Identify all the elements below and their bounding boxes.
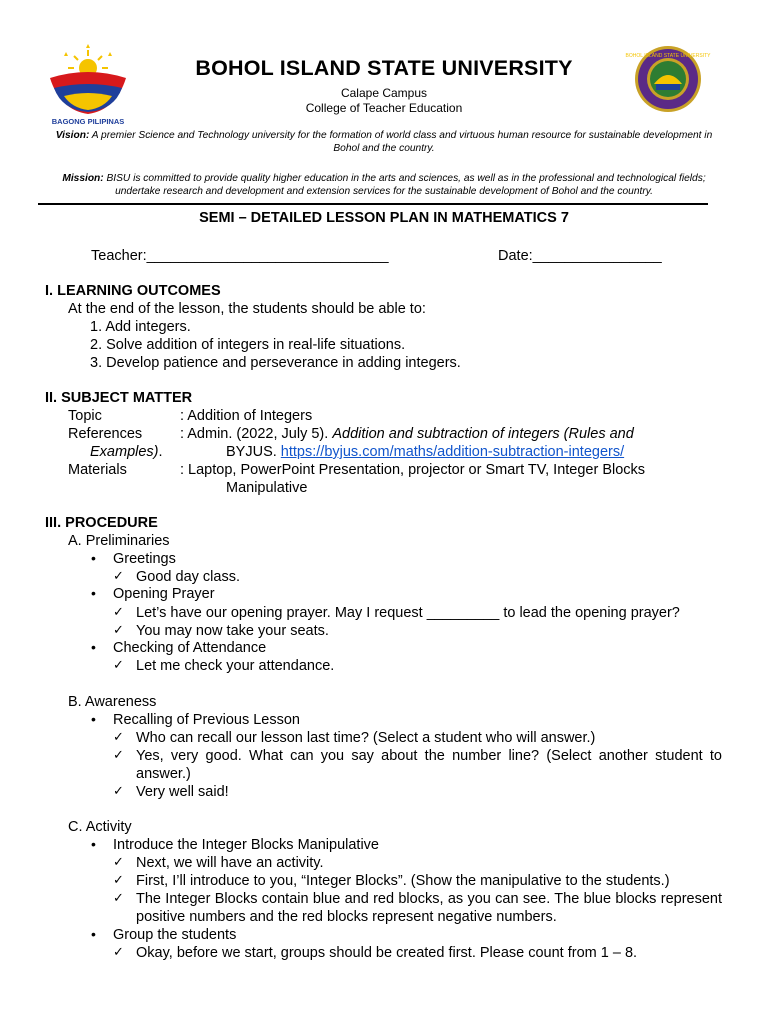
c-activity-line-2: First, I’ll introduce to you, “Integer Blocks”. (Show the manipulative to the students.) — [136, 873, 670, 889]
reference-period: . — [158, 444, 163, 460]
c-activity-line-1: Next, we will have an activity. — [136, 855, 324, 871]
references-label: References — [68, 426, 143, 442]
reference-link[interactable]: https://byjus.com/maths/addition-subtraction-integers/ — [280, 444, 625, 460]
b-recall-line-2: Yes, very good. What can you say about the number line? (Select another student to answer.) — [136, 748, 722, 782]
header-divider — [38, 203, 708, 205]
materials-value: : Laptop, PowerPoint Presentation, projector or Smart TV, Integer Blocks — [180, 462, 646, 478]
check-icon: ✓ — [113, 944, 124, 959]
mission-text: BISU is committed to provide quality higher education in the arts and sciences, as well as in the professional and technological fields; undertake research and development and extension services for the sustainable development of Bohol and the country. — [106, 173, 706, 197]
b-recall-line-1: Who can recall our lesson last time? (Select a student who will answer.) — [136, 730, 596, 746]
topic-value: : Addition of Integers — [180, 408, 313, 424]
a-prayer-line-2: You may now take your seats. — [136, 623, 329, 639]
subject-heading: II. SUBJECT MATTER — [45, 390, 193, 406]
section-b-title: B. Awareness — [68, 694, 157, 710]
bullet-icon: • — [91, 585, 96, 601]
plan-title: SEMI – DETAILED LESSON PLAN IN MATHEMATICS 7 — [199, 210, 569, 226]
section-c-title: C. Activity — [68, 819, 132, 835]
campus-name: Calape Campus — [340, 86, 428, 100]
c-activity-line-3: The Integer Blocks contain blue and red blocks, as you can see. The blue blocks represent positive numbers and the red blocks represent negative numbers. — [136, 891, 722, 925]
bullet-icon: • — [91, 836, 96, 852]
check-icon: ✓ — [113, 622, 124, 637]
section-a-title: A. Preliminaries — [68, 533, 170, 549]
check-icon: ✓ — [113, 729, 124, 744]
materials-label: Materials — [68, 462, 127, 478]
a-greetings-line: Good day class. — [136, 569, 240, 585]
b-recall-line-3: Very well said! — [136, 784, 229, 800]
mission-statement — [44, 172, 724, 198]
bullet-icon: • — [91, 711, 96, 727]
a-greetings: Greetings — [113, 551, 176, 567]
reference-line-2 — [90, 443, 163, 461]
check-icon: ✓ — [113, 854, 124, 869]
reference-source — [226, 443, 624, 461]
vision-statement — [44, 129, 724, 155]
outcome-item-2: 2. Solve addition of integers in real-life situations. — [90, 337, 406, 353]
a-opening-prayer: Opening Prayer — [113, 586, 215, 602]
outcomes-heading: I. LEARNING OUTCOMES — [45, 283, 221, 299]
check-icon: ✓ — [113, 657, 124, 672]
check-icon: ✓ — [113, 747, 124, 762]
check-icon: ✓ — [113, 568, 124, 583]
university-name: BOHOL ISLAND STATE UNIVERSITY — [195, 56, 573, 80]
mission-label: Mission: — [62, 173, 104, 184]
reference-prefix: : Admin. (2022, July 5). — [180, 426, 333, 442]
procedure-heading: III. PROCEDURE — [45, 515, 158, 531]
b-recalling: Recalling of Previous Lesson — [113, 712, 300, 728]
outcome-item-3: 3. Develop patience and perseverance in adding integers. — [90, 355, 461, 371]
materials-value-cont: Manipulative — [226, 480, 308, 496]
bullet-icon: • — [91, 639, 96, 655]
outcome-item-1: 1. Add integers. — [90, 319, 191, 335]
a-attendance: Checking of Attendance — [113, 640, 267, 656]
check-icon: ✓ — [113, 872, 124, 887]
date-field: Date:________________ — [498, 248, 662, 264]
topic-label: Topic — [68, 408, 102, 424]
c-group-students: Group the students — [113, 927, 237, 943]
a-prayer-line-1: Let’s have our opening prayer. May I request _________ to lead the opening prayer? — [136, 605, 680, 621]
a-attendance-line: Let me check your attendance. — [136, 658, 335, 674]
logo-caption: BAGONG PILIPINAS — [51, 117, 125, 126]
reference-title-end: Examples) — [90, 444, 159, 460]
teacher-field: Teacher:______________________________ — [91, 248, 389, 264]
vision-label: Vision: — [55, 130, 90, 141]
outcomes-intro: At the end of the lesson, the students should be able to: — [68, 301, 426, 317]
college-name: College of Teacher Education — [305, 101, 463, 115]
bullet-icon: • — [91, 926, 96, 942]
seal-caption: BOHOL ISLAND STATE UNIVERSITY — [625, 53, 711, 59]
c-group-line-1: Okay, before we start, groups should be created first. Please count from 1 – 8. — [136, 945, 638, 961]
check-icon: ✓ — [113, 783, 124, 798]
bullet-icon: • — [91, 550, 96, 566]
check-icon: ✓ — [113, 890, 124, 905]
reference-publisher: BYJUS. — [226, 444, 281, 460]
reference-title: Addition and subtraction of integers (Rules and — [332, 426, 634, 442]
vision-text: A premier Science and Technology university for the formation of world class and virtuous human resource for sustainable development in Bohol and the country. — [91, 130, 713, 154]
check-icon: ✓ — [113, 604, 124, 619]
c-introduce-blocks: Introduce the Integer Blocks Manipulative — [113, 837, 379, 853]
reference-line-1 — [180, 425, 634, 443]
